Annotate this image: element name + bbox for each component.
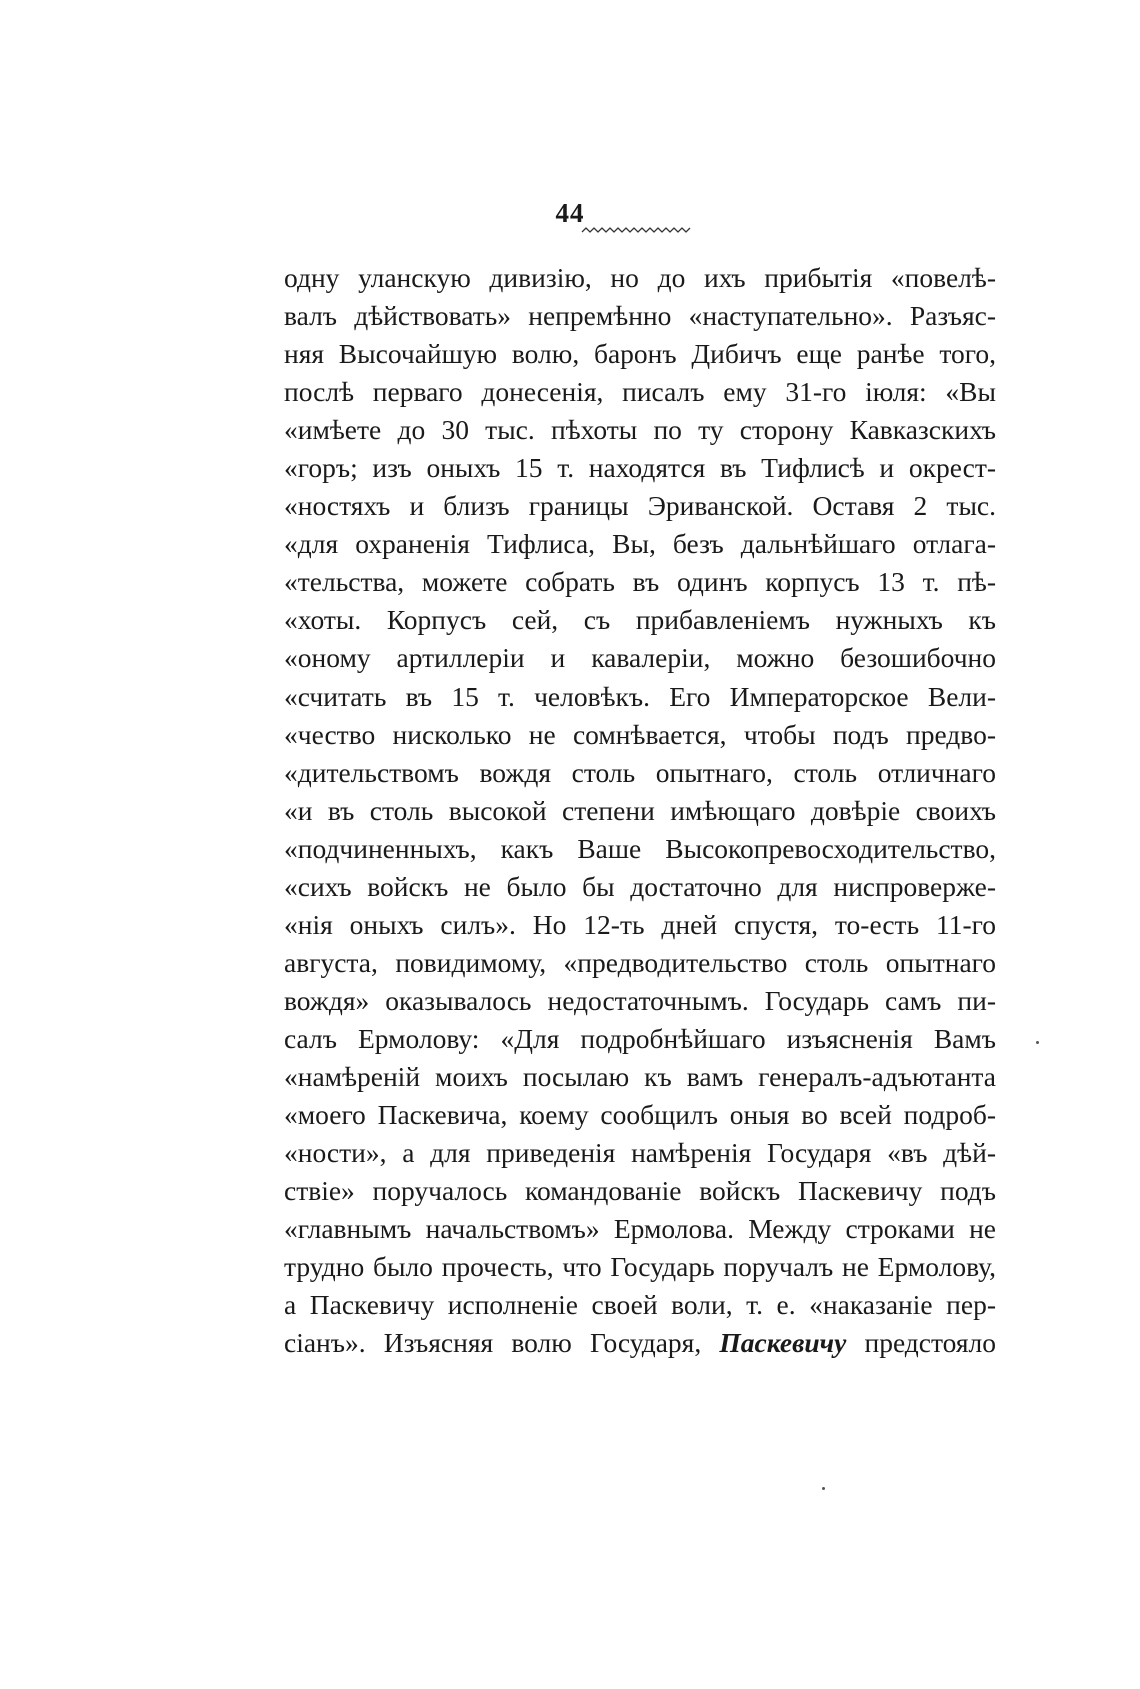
text-line: «для охраненія Тифлиса, Вы, безъ дальнѣйшаго отлага- [284, 528, 996, 560]
text-line: послѣ перваго донесенія, писалъ ему 31-го іюля: «Вы [284, 376, 996, 408]
text-line: «ностяхъ и близъ границы Эриванской. Оставя 2 тыс. [284, 490, 996, 522]
text-line-last [284, 1324, 996, 1362]
margin-speck [1036, 1041, 1039, 1044]
emphasized-name: Паскевичу [719, 1327, 847, 1359]
text-line: «и въ столь высокой степени имѣющаго довѣріе своихъ [284, 794, 996, 826]
margin-speck [822, 1487, 825, 1490]
last-line-start: сіанъ». Изъясняя волю Государя, [284, 1327, 720, 1359]
text-line: «оному артиллеріи и кавалеріи, можно безошибочно [284, 642, 996, 674]
text-line: няя Высочайшую волю, баронъ Дибичъ еще ранѣе того, [284, 338, 996, 370]
text-line: «намѣреній моихъ посылаю къ вамъ генералъ-адъютанта [284, 1060, 996, 1092]
text-line: «моего Паскевича, коему сообщилъ оныя во всей подроб- [284, 1099, 996, 1131]
last-line-end: предстояло [846, 1327, 997, 1359]
ornament-divider [580, 224, 693, 236]
body-text [284, 259, 996, 1362]
text-line: ствіе» поручалось командованіе войскъ Паскевичу подъ [284, 1175, 996, 1207]
text-line: «считать въ 15 т. человѣкъ. Его Императорское Вели- [284, 680, 996, 712]
text-line: «чество нисколько не сомнѣвается, чтобы подъ предво- [284, 718, 996, 750]
text-line: трудно было прочесть, что Государь поручалъ не Ермолову, [284, 1251, 996, 1283]
text-line: валъ дѣйствовать» непремѣнно «наступательно». Разъяс- [284, 300, 996, 332]
text-line: «главнымъ начальствомъ» Ермолова. Между строками не [284, 1213, 996, 1245]
text-line: августа, повидимому, «предводительство столь опытнаго [284, 946, 996, 978]
text-line: «нія оныхъ силъ». Но 12-ть дней спустя, то-есть 11-го [284, 908, 996, 940]
text-line: «горъ; изъ оныхъ 15 т. находятся въ Тифлисѣ и окрест- [284, 452, 996, 484]
text-line: вождя» оказывалось недостаточнымъ. Государь самъ пи- [284, 984, 996, 1016]
text-line: «подчиненныхъ, какъ Ваше Высокопревосходительство, [284, 832, 996, 864]
text-line: одну уланскую дивизію, но до ихъ прибытія «повелѣ- [284, 262, 996, 293]
page-number: 44 [555, 198, 585, 228]
text-line: «сихъ войскъ не было бы достаточно для ниспроверже- [284, 870, 996, 902]
text-line: «дительствомъ вождя столь опытнаго, столь отличнаго [284, 756, 996, 788]
text-line: «ности», а для приведенія намѣренія Государя «въ дѣй- [284, 1137, 996, 1169]
text-line: а Паскевичу исполненіе своей воли, т. е. «наказаніе пер- [284, 1289, 996, 1321]
text-line: «хоты. Корпусъ сей, съ прибавленіемъ нужныхъ къ [284, 604, 996, 636]
text-line: «имѣете до 30 тыс. пѣхоты по ту сторону Кавказскихъ [284, 414, 996, 446]
text-line: «тельства, можете собрать въ одинъ корпусъ 13 т. пѣ- [284, 566, 996, 598]
text-line: салъ Ермолову: «Для подробнѣйшаго изъясненія Вамъ [284, 1022, 996, 1054]
